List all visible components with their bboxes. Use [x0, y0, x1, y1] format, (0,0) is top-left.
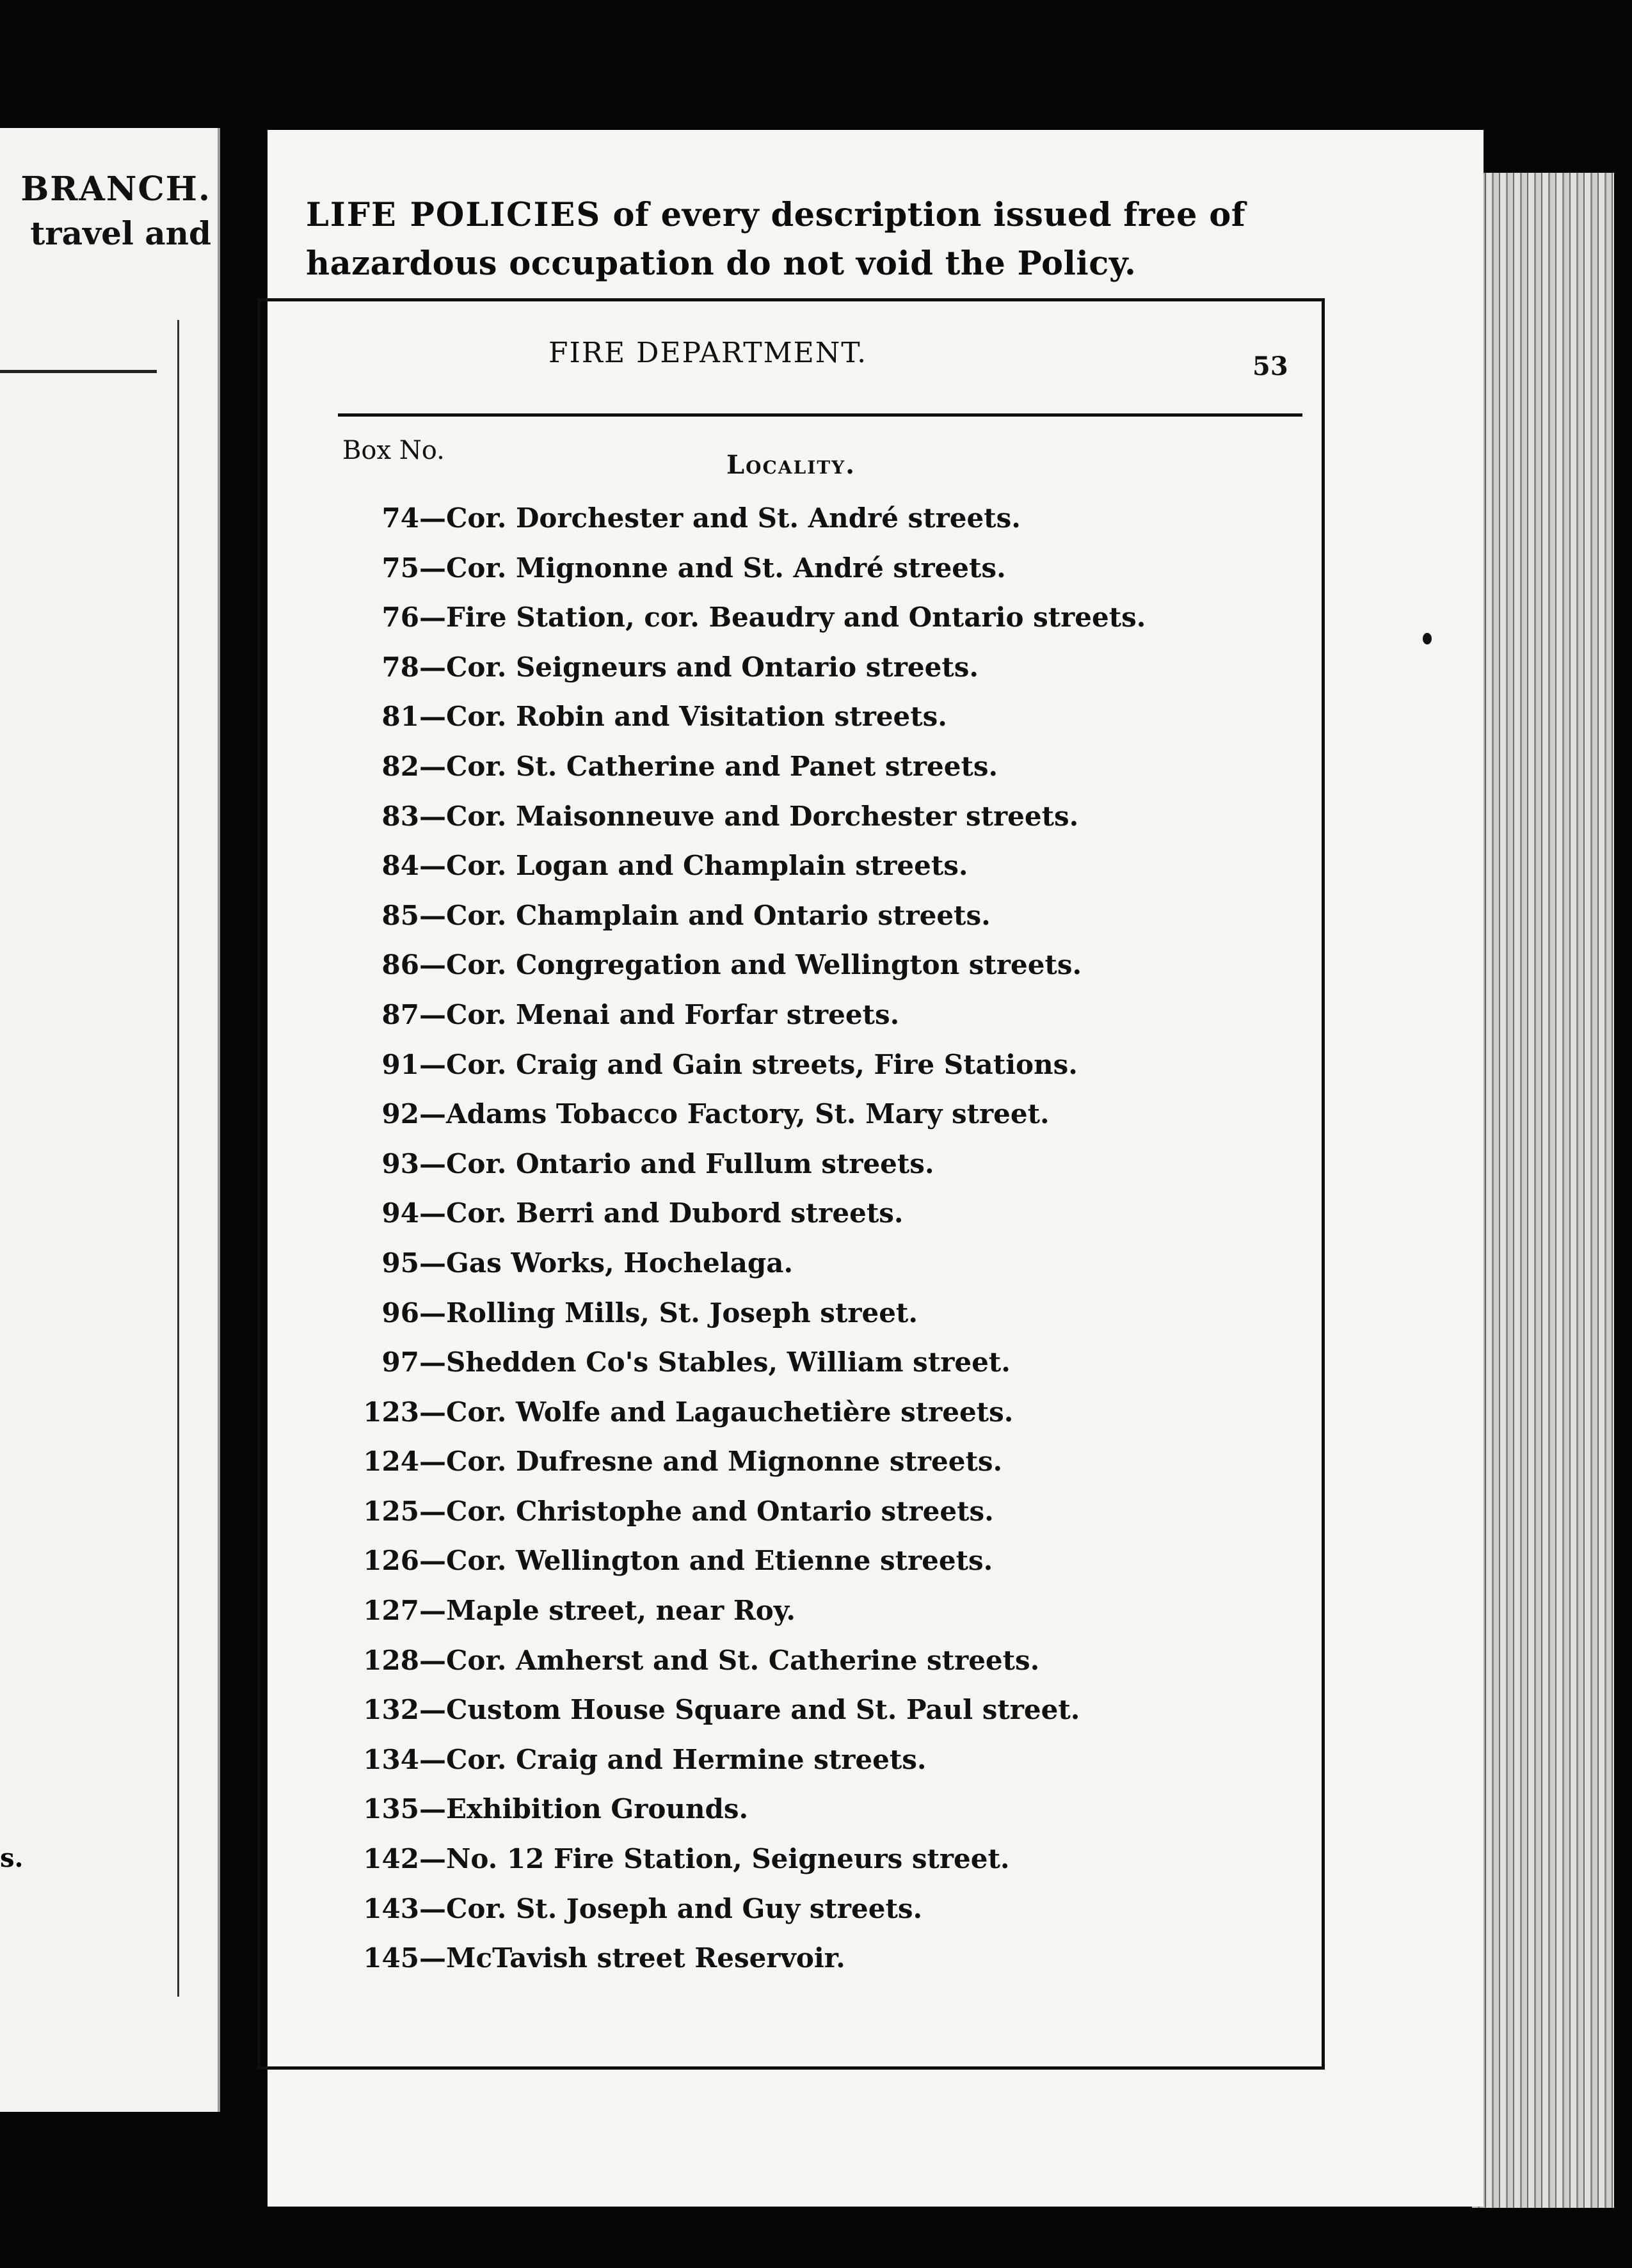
dash-separator: — — [419, 1346, 446, 1378]
fire-alarm-box-list — [342, 493, 1146, 1983]
ink-speck — [1423, 633, 1432, 644]
list-item — [342, 1884, 1146, 1934]
box-number: 96 — [381, 1297, 419, 1329]
box-number: 87 — [381, 998, 419, 1030]
box-number: 132 — [363, 1694, 419, 1726]
box-number: 93 — [381, 1147, 419, 1179]
box-number: 92 — [381, 1098, 419, 1130]
box-number: 81 — [381, 701, 419, 733]
list-item — [342, 593, 1146, 643]
box-number: 134 — [363, 1743, 419, 1775]
locality-text: Exhibition Grounds. — [446, 1793, 749, 1825]
dash-separator: — — [419, 850, 446, 882]
box-number: 86 — [381, 949, 419, 981]
locality-text: Cor. Maisonneuve and Dorchester streets. — [446, 800, 1079, 832]
locality-text: Cor. Champlain and Ontario streets. — [446, 899, 991, 931]
box-number: 124 — [363, 1446, 419, 1478]
facing-page-text-fragment: s. — [0, 1843, 24, 1873]
list-item — [342, 1784, 1146, 1834]
locality-text: Gas Works, Hochelaga. — [446, 1247, 794, 1279]
locality-text: Cor. Craig and Gain streets, Fire Stations. — [446, 1048, 1078, 1080]
box-number: 125 — [363, 1495, 419, 1527]
locality-text: Cor. Logan and Champlain streets. — [446, 850, 968, 882]
dash-separator: — — [419, 1048, 446, 1080]
box-number: 135 — [363, 1793, 419, 1825]
list-item — [342, 1834, 1146, 1884]
list-item — [342, 742, 1146, 792]
locality-text: Cor. Amherst and St. Catherine streets. — [446, 1644, 1040, 1676]
locality-text: Cor. Mignonne and St. André streets. — [446, 552, 1006, 584]
locality-text: Cor. Ontario and Fullum streets. — [446, 1147, 934, 1179]
dash-separator: — — [419, 750, 446, 782]
box-number: 91 — [381, 1048, 419, 1080]
box-number: 85 — [381, 899, 419, 931]
dash-separator: — — [419, 1098, 446, 1130]
box-number: 95 — [381, 1247, 419, 1279]
column-header-locality: Locality. — [726, 450, 856, 480]
dash-separator: — — [419, 1942, 446, 1974]
facing-page-text-travel: travel and — [30, 214, 211, 252]
dash-separator: — — [419, 1694, 446, 1726]
locality-text: Cor. St. Joseph and Guy streets. — [446, 1892, 923, 1924]
dash-separator: — — [419, 1495, 446, 1527]
list-item — [342, 1387, 1146, 1437]
dash-separator: — — [419, 602, 446, 634]
dash-separator: — — [419, 1743, 446, 1775]
list-item — [342, 1933, 1146, 1983]
locality-text: Cor. Craig and Hermine streets. — [446, 1743, 927, 1775]
box-number: 84 — [381, 850, 419, 882]
box-number: 142 — [363, 1843, 419, 1875]
box-number: 126 — [363, 1545, 419, 1577]
dash-separator: — — [419, 1247, 446, 1279]
box-number: 128 — [363, 1644, 419, 1676]
box-number: 97 — [381, 1346, 419, 1378]
dash-separator: — — [419, 1147, 446, 1179]
dash-separator: — — [419, 1396, 446, 1428]
list-item — [342, 643, 1146, 692]
dash-separator: — — [419, 1197, 446, 1229]
header-rule — [338, 413, 1302, 417]
dash-separator: — — [419, 1892, 446, 1924]
list-item — [342, 1040, 1146, 1090]
locality-text: Shedden Co's Stables, William street. — [446, 1346, 1011, 1378]
locality-text: Cor. Menai and Forfar streets. — [446, 998, 900, 1030]
locality-text: Cor. Congregation and Wellington streets. — [446, 949, 1082, 981]
list-item — [342, 990, 1146, 1040]
dash-separator: — — [419, 651, 446, 683]
box-number: 123 — [363, 1396, 419, 1428]
locality-text: Cor. Wolfe and Lagauchetière streets. — [446, 1396, 1014, 1428]
dash-separator: — — [419, 1545, 446, 1577]
facing-page-fragment — [0, 128, 220, 2112]
list-item — [342, 1238, 1146, 1288]
box-number: 76 — [381, 602, 419, 634]
page-title: FIRE DEPARTMENT. — [548, 337, 868, 369]
box-number: 74 — [381, 502, 419, 534]
list-item — [342, 1089, 1146, 1139]
list-item — [342, 792, 1146, 842]
locality-text: Cor. Robin and Visitation streets. — [446, 701, 947, 733]
facing-page-rule — [0, 370, 157, 373]
dash-separator: — — [419, 1595, 446, 1627]
banner-lead: LIFE POLICIES — [306, 196, 602, 234]
locality-text: Custom House Square and St. Paul street. — [446, 1694, 1080, 1726]
locality-text: Cor. Dufresne and Mignonne streets. — [446, 1446, 1003, 1478]
dash-separator: — — [419, 552, 446, 584]
directory-page — [268, 130, 1484, 2207]
locality-text: Cor. St. Catherine and Panet streets. — [446, 750, 998, 782]
locality-text: Maple street, near Roy. — [446, 1595, 796, 1627]
book-page-edges — [1472, 173, 1614, 2208]
dash-separator: — — [419, 1843, 446, 1875]
list-item — [342, 1437, 1146, 1487]
box-number: 145 — [363, 1942, 419, 1974]
dash-separator: — — [419, 502, 446, 534]
dash-separator: — — [419, 1297, 446, 1329]
locality-text: Cor. Berri and Dubord streets. — [446, 1197, 904, 1229]
banner-line-1-text: of every description issued free of — [612, 196, 1246, 234]
list-item — [342, 940, 1146, 990]
locality-text: Cor. Dorchester and St. André streets. — [446, 502, 1021, 534]
box-number: 78 — [381, 651, 419, 683]
dash-separator: — — [419, 998, 446, 1030]
list-item — [342, 692, 1146, 742]
locality-text: No. 12 Fire Station, Seigneurs street. — [446, 1843, 1010, 1875]
list-item — [342, 1685, 1146, 1735]
dash-separator: — — [419, 800, 446, 832]
list-item — [342, 1487, 1146, 1537]
locality-text: Fire Station, cor. Beaudry and Ontario streets. — [446, 602, 1146, 634]
box-number: 75 — [381, 552, 419, 584]
insurance-banner — [306, 191, 1394, 288]
locality-text: Cor. Seigneurs and Ontario streets. — [446, 651, 979, 683]
box-number: 83 — [381, 800, 419, 832]
box-number: 82 — [381, 750, 419, 782]
list-item — [342, 1735, 1146, 1785]
list-item — [342, 1636, 1146, 1686]
column-header-box-no: Box No. — [342, 436, 445, 465]
locality-text: Rolling Mills, St. Joseph street. — [446, 1297, 918, 1329]
banner-line-1 — [306, 191, 1394, 239]
dash-separator: — — [419, 701, 446, 733]
list-item — [342, 891, 1146, 941]
facing-page-frame-edge — [177, 320, 179, 1997]
dash-separator: — — [419, 1793, 446, 1825]
dash-separator: — — [419, 949, 446, 981]
page-frame — [257, 298, 1325, 2070]
list-item — [342, 1288, 1146, 1338]
box-number: 127 — [363, 1595, 419, 1627]
dash-separator: — — [419, 899, 446, 931]
locality-text: Cor. Christophe and Ontario streets. — [446, 1495, 994, 1527]
dash-separator: — — [419, 1644, 446, 1676]
box-number: 94 — [381, 1197, 419, 1229]
list-item — [342, 1188, 1146, 1238]
list-item — [342, 1536, 1146, 1586]
page-number: 53 — [1252, 351, 1288, 381]
list-item — [342, 1338, 1146, 1387]
dash-separator: — — [419, 1446, 446, 1478]
list-item — [342, 1139, 1146, 1189]
locality-text: McTavish street Reservoir. — [446, 1942, 845, 1974]
list-item — [342, 543, 1146, 593]
facing-page-text-branch: BRANCH. — [20, 170, 211, 209]
banner-line-2: hazardous occupation do not void the Policy. — [306, 244, 1137, 283]
list-item — [342, 493, 1146, 543]
box-number: 143 — [363, 1892, 419, 1924]
locality-text: Cor. Wellington and Etienne streets. — [446, 1545, 993, 1577]
locality-text: Adams Tobacco Factory, St. Mary street. — [446, 1098, 1050, 1130]
list-item — [342, 1586, 1146, 1636]
list-item — [342, 841, 1146, 891]
